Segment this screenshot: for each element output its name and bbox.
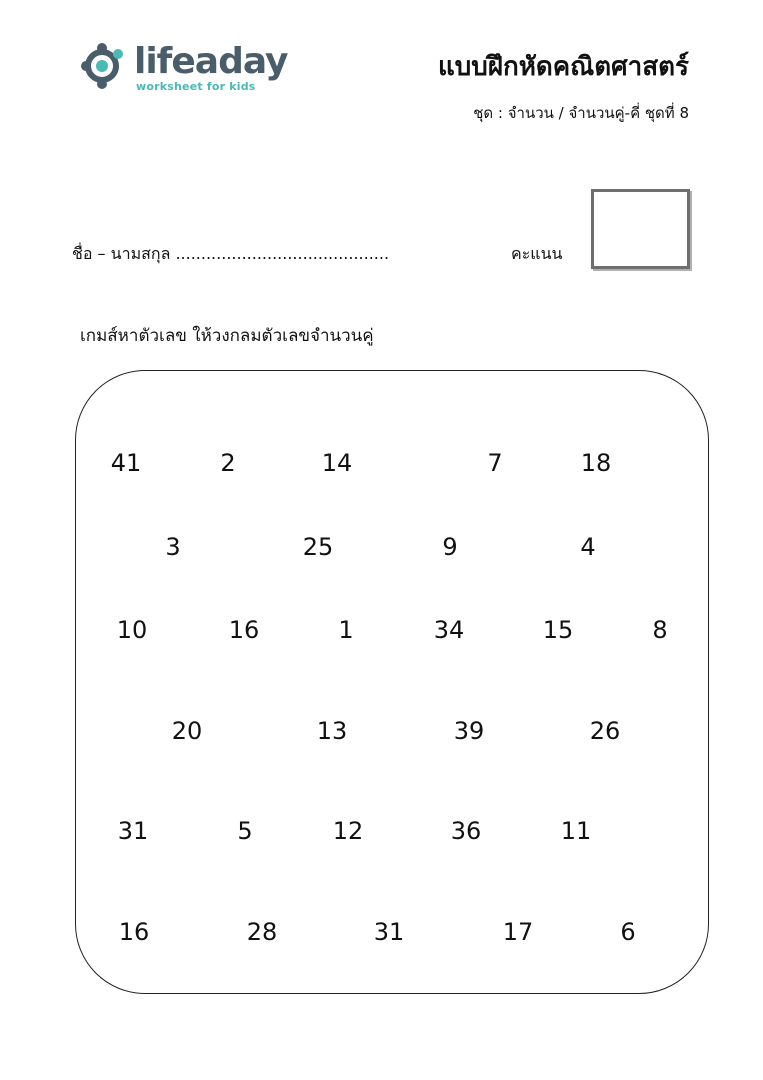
- logo-word-part1: lifea: [134, 41, 219, 82]
- number-item[interactable]: 17: [502, 918, 534, 946]
- instruction-text: เกมส์หาตัวเลข ให้วงกลมตัวเลขจำนวนคู่: [80, 326, 374, 346]
- number-item[interactable]: 39: [453, 717, 485, 745]
- number-item[interactable]: 16: [118, 918, 150, 946]
- number-item[interactable]: 20: [171, 717, 203, 745]
- number-item[interactable]: 13: [316, 717, 348, 745]
- number-item[interactable]: 11: [560, 817, 592, 845]
- number-item[interactable]: 12: [332, 817, 364, 845]
- number-item[interactable]: 6: [620, 918, 636, 946]
- number-item[interactable]: 31: [117, 817, 149, 845]
- logo-wordmark: [134, 41, 288, 82]
- name-field-label: ชื่อ – นามสกุล ..........................................: [72, 244, 390, 263]
- number-item[interactable]: 9: [442, 533, 458, 561]
- number-item[interactable]: 14: [321, 449, 353, 477]
- number-game-frame: [75, 370, 709, 994]
- number-item[interactable]: 8: [652, 616, 668, 644]
- logo-word-part2: day: [218, 41, 288, 82]
- number-item[interactable]: 18: [580, 449, 612, 477]
- number-item[interactable]: 15: [542, 616, 574, 644]
- worksheet-title: แบบฝึกหัดคณิตศาสตร์: [438, 52, 689, 82]
- number-item[interactable]: 1: [338, 616, 354, 644]
- number-item[interactable]: 5: [237, 817, 253, 845]
- number-item[interactable]: 3: [165, 533, 181, 561]
- score-box[interactable]: [591, 189, 690, 269]
- number-item[interactable]: 7: [487, 449, 503, 477]
- number-item[interactable]: 41: [110, 449, 142, 477]
- worksheet-subtitle: ชุด : จำนวน / จำนวนคู่-คี่ ชุดที่ 8: [473, 104, 689, 122]
- score-label: คะแนน: [511, 244, 563, 263]
- number-item[interactable]: 10: [116, 616, 148, 644]
- lifeaday-logo-icon: [80, 40, 130, 90]
- number-item[interactable]: 16: [228, 616, 260, 644]
- number-item[interactable]: 25: [302, 533, 334, 561]
- number-item[interactable]: 34: [433, 616, 465, 644]
- logo-tagline: worksheet for kids: [136, 80, 256, 93]
- number-item[interactable]: 26: [589, 717, 621, 745]
- number-item[interactable]: 2: [220, 449, 236, 477]
- number-item[interactable]: 4: [580, 533, 596, 561]
- number-item[interactable]: 36: [450, 817, 482, 845]
- lifeaday-logo: [80, 38, 288, 98]
- number-item[interactable]: 31: [373, 918, 405, 946]
- number-item[interactable]: 28: [246, 918, 278, 946]
